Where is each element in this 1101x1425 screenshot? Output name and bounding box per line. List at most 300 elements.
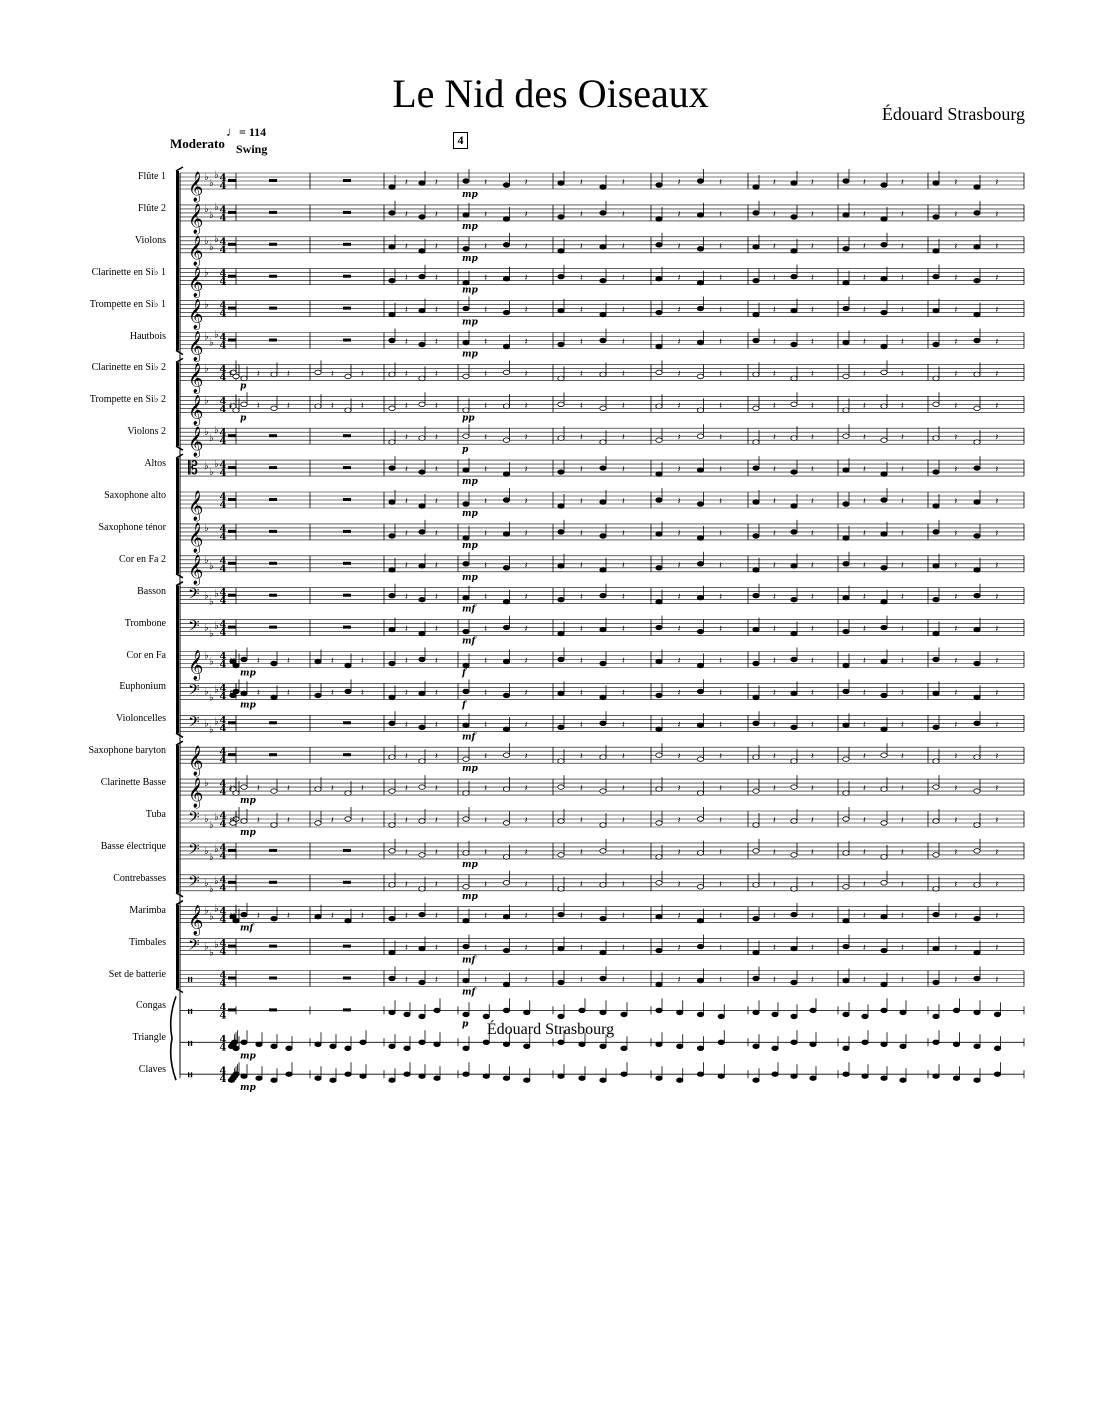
note-head: [933, 691, 939, 696]
quarter-rest-icon: 𝄽: [773, 656, 776, 667]
note-head: [389, 789, 395, 794]
note-head: [791, 402, 797, 407]
flat-icon: ♭: [204, 941, 209, 953]
note-head: [974, 1078, 980, 1083]
note-head: [753, 372, 759, 377]
quarter-rest-icon: 𝄽: [863, 433, 866, 444]
staff-18: [180, 711, 1024, 735]
note-head: [419, 308, 425, 313]
quarter-rest-icon: 𝄽: [995, 592, 999, 603]
quarter-rest-icon: 𝄽: [622, 688, 625, 699]
note-head: [463, 280, 469, 285]
note-head: [404, 1072, 410, 1077]
rest-icon: [269, 721, 277, 724]
treble-clef-icon: 𝄞: [188, 778, 204, 809]
note-head: [697, 434, 703, 439]
instrument-label: Hautbois: [129, 330, 166, 342]
quarter-rest-icon: 𝄽: [524, 401, 528, 412]
quarter-rest-icon: 𝄽: [524, 752, 528, 763]
note-head: [974, 849, 980, 854]
note-head: [974, 721, 980, 726]
note-head: [315, 659, 321, 664]
quarter-rest-icon: 𝄽: [287, 656, 290, 667]
quarter-rest-icon: 𝄽: [331, 816, 334, 826]
quarter-rest-icon: 𝄽: [524, 943, 528, 954]
note-head: [463, 629, 469, 634]
note-head: [862, 1040, 868, 1045]
note-head: [900, 1010, 906, 1015]
quarter-rest-icon: 𝄽: [995, 497, 999, 507]
quarter-rest-icon: 𝄽: [524, 592, 528, 603]
note-head: [753, 568, 759, 573]
instrument-label: Euphonium: [119, 681, 166, 693]
quarter-rest-icon: 𝄽: [954, 847, 958, 858]
quarter-rest-icon: 𝄽: [484, 943, 488, 954]
note-head: [463, 595, 469, 600]
flat-icon: ♭: [204, 299, 209, 311]
instrument-label: Saxophone alto: [104, 490, 166, 501]
staff-17: [180, 679, 1024, 703]
rest-icon: [343, 243, 351, 246]
time-signature-top: 4: [219, 651, 227, 663]
note-head: [389, 534, 395, 539]
rest-icon: [228, 721, 236, 724]
note-head: [933, 1014, 939, 1019]
quarter-rest-icon: 𝄽: [773, 975, 776, 986]
quarter-rest-icon: 𝄽: [995, 752, 999, 763]
note-head: [753, 721, 759, 726]
note-head: [697, 851, 703, 856]
time-signature-top: 4: [219, 396, 227, 408]
dynamic-intro: mp: [240, 1051, 256, 1062]
quarter-rest-icon: 𝄽: [901, 816, 904, 826]
note-head: [843, 374, 849, 379]
time-signature-bottom: 4: [219, 308, 227, 320]
note-head: [315, 1042, 321, 1047]
note-head: [791, 1040, 797, 1045]
quarter-rest-icon: 𝄽: [773, 592, 776, 603]
quarter-rest-icon: 𝄽: [677, 433, 681, 444]
quarter-rest-icon: 𝄽: [677, 816, 681, 826]
quarter-rest-icon: 𝄽: [719, 209, 723, 220]
rest-icon: [343, 849, 351, 852]
note-head: [697, 340, 703, 345]
rest-icon: [269, 339, 277, 342]
note-head: [881, 727, 887, 732]
note-head: [753, 278, 759, 283]
quarter-rest-icon: 𝄽: [773, 560, 776, 571]
quarter-rest-icon: 𝄽: [622, 560, 625, 571]
rest-icon: [343, 562, 351, 565]
quarter-rest-icon: 𝄽: [677, 592, 681, 603]
time-signature-top: 4: [219, 1002, 227, 1014]
quarter-rest-icon: 𝄽: [677, 560, 681, 571]
dynamic-entry: mp: [462, 572, 478, 583]
time-signature-bottom: 4: [219, 978, 227, 990]
time-signature-top: 4: [219, 970, 227, 982]
note-head: [843, 817, 849, 822]
flat-icon: ♭: [209, 209, 214, 221]
note-head: [558, 853, 564, 858]
note-head: [558, 980, 564, 985]
time-signature-bottom: 4: [219, 691, 227, 703]
note-head: [389, 500, 395, 505]
note-head: [974, 534, 980, 539]
time-signature-top: 4: [219, 300, 227, 312]
quarter-rest-icon: 𝄽: [287, 688, 290, 699]
note-head: [933, 887, 939, 892]
note-head: [463, 978, 469, 983]
flat-icon: ♭: [214, 588, 219, 600]
note-head: [933, 376, 939, 381]
note-head: [656, 625, 662, 630]
note-head: [697, 629, 703, 634]
note-head: [933, 436, 939, 441]
quarter-rest-icon: 𝄽: [405, 624, 408, 635]
quarter-rest-icon: 𝄽: [995, 784, 999, 795]
quarter-rest-icon: 𝄽: [524, 688, 528, 699]
note-head: [463, 213, 469, 218]
quarter-rest-icon: 𝄽: [677, 305, 681, 316]
note-head: [419, 657, 425, 662]
quarter-rest-icon: 𝄽: [405, 816, 408, 826]
treble-clef-icon: 𝄞: [188, 427, 204, 458]
note-head: [753, 406, 759, 411]
note-head: [974, 916, 980, 921]
note-head: [933, 564, 939, 569]
note-head: [419, 946, 425, 951]
flat-icon: ♭: [214, 425, 219, 437]
note-head: [697, 306, 703, 311]
note-head: [791, 725, 797, 730]
note-head: [483, 1074, 489, 1079]
note-head: [656, 532, 662, 537]
dynamic-entry: mp: [462, 540, 478, 551]
note-head: [994, 1072, 1000, 1077]
treble-clef-icon: 𝄞: [188, 172, 204, 202]
quarter-rest-icon: 𝄽: [811, 592, 814, 603]
instrument-label: Flûte 2: [137, 202, 166, 214]
note-head: [241, 376, 247, 381]
quarter-rest-icon: 𝄽: [484, 656, 488, 667]
quarter-rest-icon: 𝄽: [405, 943, 408, 954]
percussion-clef-icon: 𝄥: [188, 972, 193, 989]
note-head: [600, 211, 606, 216]
rest-icon: [269, 243, 277, 246]
note-head: [558, 274, 564, 279]
quarter-rest-icon: 𝄽: [622, 433, 625, 444]
quarter-rest-icon: 𝄽: [719, 528, 723, 539]
quarter-rest-icon: 𝄽: [773, 337, 776, 348]
rest-icon: [343, 466, 351, 469]
note-head: [753, 916, 759, 921]
time-signature-bottom: 4: [219, 276, 227, 288]
rest-icon: [269, 562, 277, 565]
note-head: [974, 245, 980, 250]
note-head: [503, 787, 509, 792]
note-head: [953, 1076, 959, 1081]
note-head: [843, 663, 849, 668]
quarter-rest-icon: 𝄽: [954, 241, 958, 252]
quarter-rest-icon: 𝄽: [863, 178, 866, 188]
note-head: [389, 312, 395, 317]
note-head: [753, 1078, 759, 1083]
note-head: [558, 504, 564, 509]
flat-icon: ♭: [209, 724, 214, 736]
quarter-rest-icon: 𝄽: [954, 784, 958, 795]
note-head: [933, 274, 939, 279]
quarter-rest-icon: 𝄽: [863, 305, 866, 316]
quarter-rest-icon: 𝄽: [435, 656, 438, 667]
note-head: [558, 912, 564, 917]
quarter-rest-icon: 𝄽: [405, 656, 408, 667]
note-head: [697, 502, 703, 507]
flat-icon: ♭: [204, 650, 209, 662]
quarter-rest-icon: 𝄽: [901, 433, 904, 444]
note-head: [419, 725, 425, 730]
note-head: [389, 627, 395, 632]
note-head: [791, 819, 797, 824]
instrument-label: Contrebasses: [113, 872, 166, 884]
note-head: [753, 312, 759, 317]
flat-icon: ♭: [204, 905, 209, 917]
time-signature-top: 4: [219, 555, 227, 567]
note-head: [419, 249, 425, 254]
quarter-rest-icon: 𝄽: [405, 401, 408, 412]
note-head: [677, 1044, 683, 1049]
note-head: [389, 568, 395, 573]
note-head: [843, 408, 849, 413]
quarter-rest-icon: 𝄽: [954, 401, 958, 412]
quarter-rest-icon: 𝄽: [622, 178, 625, 188]
quarter-rest-icon: 𝄽: [811, 465, 814, 476]
note-head: [843, 340, 849, 345]
note-head: [600, 721, 606, 726]
note-head: [656, 982, 662, 987]
note-head: [503, 344, 509, 349]
rest-icon: [269, 753, 277, 756]
note-head: [656, 659, 662, 664]
quarter-rest-icon: 𝄽: [901, 528, 904, 539]
note-head: [600, 312, 606, 317]
note-head: [753, 245, 759, 250]
note-head: [791, 853, 797, 858]
note-head: [933, 853, 939, 858]
note-head: [419, 530, 425, 535]
quarter-rest-icon: 𝄽: [524, 784, 528, 795]
note-head: [600, 883, 606, 888]
treble-clef-icon: 𝄞: [188, 331, 204, 362]
time-signature-top: 4: [219, 747, 227, 759]
rest-icon: [228, 307, 236, 310]
note-head: [419, 274, 425, 279]
note-head: [772, 1012, 778, 1017]
note-head: [600, 372, 606, 377]
quarter-rest-icon: 𝄽: [361, 369, 364, 380]
note-head: [791, 342, 797, 347]
quarter-rest-icon: 𝄽: [435, 465, 438, 476]
note-head: [994, 1012, 1000, 1017]
quarter-rest-icon: 𝄽: [580, 433, 583, 444]
quarter-rest-icon: 𝄽: [954, 816, 958, 826]
note-head: [843, 595, 849, 600]
quarter-rest-icon: 𝄽: [229, 688, 233, 699]
note-head: [718, 1074, 724, 1079]
quarter-rest-icon: 𝄽: [995, 528, 999, 539]
quarter-rest-icon: 𝄽: [811, 497, 814, 507]
note-head: [463, 1072, 469, 1077]
note-head: [843, 536, 849, 541]
note-head: [463, 536, 469, 541]
quarter-rest-icon: 𝄽: [954, 369, 958, 380]
quarter-rest-icon: 𝄽: [863, 656, 866, 667]
quarter-rest-icon: 𝄽: [405, 847, 408, 858]
quarter-rest-icon: 𝄽: [331, 401, 334, 412]
note-head: [974, 406, 980, 411]
time-signature-top: 4: [219, 683, 227, 695]
note-head: [933, 759, 939, 764]
quarter-rest-icon: 𝄽: [995, 911, 999, 922]
rest-icon: [269, 307, 277, 310]
quarter-rest-icon: 𝄽: [811, 433, 814, 444]
rest-icon: [343, 721, 351, 724]
quarter-rest-icon: 𝄽: [863, 879, 866, 890]
instrument-label: Marimba: [129, 904, 166, 916]
quarter-rest-icon: 𝄽: [811, 975, 814, 986]
note-head: [753, 849, 759, 854]
dynamic-intro: mp: [240, 668, 256, 679]
time-signature-top: 4: [219, 906, 227, 918]
quarter-rest-icon: 𝄽: [863, 401, 866, 412]
quarter-rest-icon: 𝄽: [995, 241, 999, 252]
note-head: [330, 1044, 336, 1049]
quarter-rest-icon: 𝄽: [677, 911, 681, 922]
time-signature-top: 4: [219, 1066, 227, 1078]
note-head: [271, 823, 277, 828]
quarter-rest-icon: 𝄽: [677, 528, 681, 539]
staff-12: [180, 520, 1024, 554]
instrument-label: Violons: [134, 234, 166, 246]
note-head: [974, 1010, 980, 1015]
quarter-rest-icon: 𝄽: [863, 369, 866, 380]
quarter-rest-icon: 𝄽: [677, 784, 681, 795]
flat-icon: ♭: [214, 329, 219, 341]
note-head: [558, 376, 564, 381]
quarter-rest-icon: 𝄽: [677, 465, 681, 476]
instrument-label: Trombone: [124, 617, 166, 629]
quarter-rest-icon: 𝄽: [484, 178, 488, 188]
treble-clef-icon: 𝄞: [188, 395, 204, 426]
note-head: [718, 1040, 724, 1045]
note-head: [558, 631, 564, 636]
note-head: [315, 821, 321, 826]
note-head: [697, 179, 703, 184]
note-head: [463, 1012, 469, 1017]
quarter-rest-icon: 𝄽: [331, 369, 334, 380]
note-head: [600, 185, 606, 190]
quarter-rest-icon: 𝄽: [361, 656, 364, 667]
quarter-rest-icon: 𝄽: [287, 911, 290, 922]
note-head: [558, 887, 564, 892]
rest-icon: [343, 498, 351, 501]
note-head: [558, 819, 564, 824]
note-head: [974, 338, 980, 343]
flat-icon: ♭: [214, 233, 219, 245]
quarter-rest-icon: 𝄽: [524, 911, 528, 922]
quarter-rest-icon: 𝄽: [863, 337, 866, 348]
quarter-rest-icon: 𝄽: [287, 816, 290, 826]
rest-icon: [228, 275, 236, 278]
note-head: [483, 1014, 489, 1019]
note-head: [558, 1040, 564, 1045]
note-head: [345, 663, 351, 668]
note-head: [315, 787, 321, 792]
note-head: [933, 819, 939, 824]
note-head: [974, 593, 980, 598]
note-head: [419, 819, 425, 824]
footer-composer: Édouard Strasbourg: [486, 1021, 615, 1038]
quarter-rest-icon: 𝄽: [484, 752, 488, 763]
metronome-value: = 114: [239, 125, 267, 139]
quarter-rest-icon: 𝄽: [901, 209, 904, 220]
note-head: [753, 976, 759, 981]
quarter-rest-icon: 𝄽: [995, 337, 999, 348]
quarter-rest-icon: 𝄽: [524, 816, 528, 826]
note-head: [791, 980, 797, 985]
bass-clef-icon: 𝄢: [188, 681, 200, 703]
flat-icon: ♭: [204, 590, 209, 602]
note-head: [503, 498, 509, 503]
note-head: [600, 406, 606, 411]
note-head: [933, 470, 939, 475]
note-head: [503, 693, 509, 698]
rest-icon: [228, 977, 236, 980]
staff-6: [180, 329, 1024, 363]
treble-clef-icon: 𝄞: [188, 491, 204, 521]
note-head: [656, 1008, 662, 1013]
note-head: [503, 566, 509, 571]
note-head: [503, 243, 509, 248]
rest-icon: [269, 530, 277, 533]
note-head: [463, 944, 469, 949]
system-bracket: [176, 905, 179, 989]
note-head: [697, 468, 703, 473]
note-head: [503, 472, 509, 477]
rest-icon: [228, 849, 236, 852]
note-head: [345, 817, 351, 822]
quarter-rest-icon: 𝄽: [901, 911, 904, 922]
time-signature-top: 4: [219, 587, 227, 599]
note-head: [256, 1076, 262, 1081]
quarter-rest-icon: 𝄽: [580, 879, 583, 890]
staff-16: [180, 648, 1024, 682]
note-head: [621, 1072, 627, 1077]
quarter-rest-icon: 𝄽: [524, 465, 528, 476]
note-head: [271, 406, 277, 411]
quarter-rest-icon: 𝄽: [405, 465, 408, 476]
quarter-rest-icon: 𝄽: [719, 178, 723, 188]
note-head: [697, 1012, 703, 1017]
note-head: [463, 247, 469, 252]
time-signature-bottom: 4: [219, 1042, 227, 1054]
quarter-rest-icon: 𝄽: [405, 560, 408, 571]
note-head: [389, 661, 395, 666]
staff-26: [180, 967, 1024, 990]
note-head: [881, 243, 887, 248]
quarter-rest-icon: 𝄽: [773, 943, 776, 954]
rest-icon: [343, 977, 351, 980]
quarter-rest-icon: 𝄽: [811, 752, 814, 763]
